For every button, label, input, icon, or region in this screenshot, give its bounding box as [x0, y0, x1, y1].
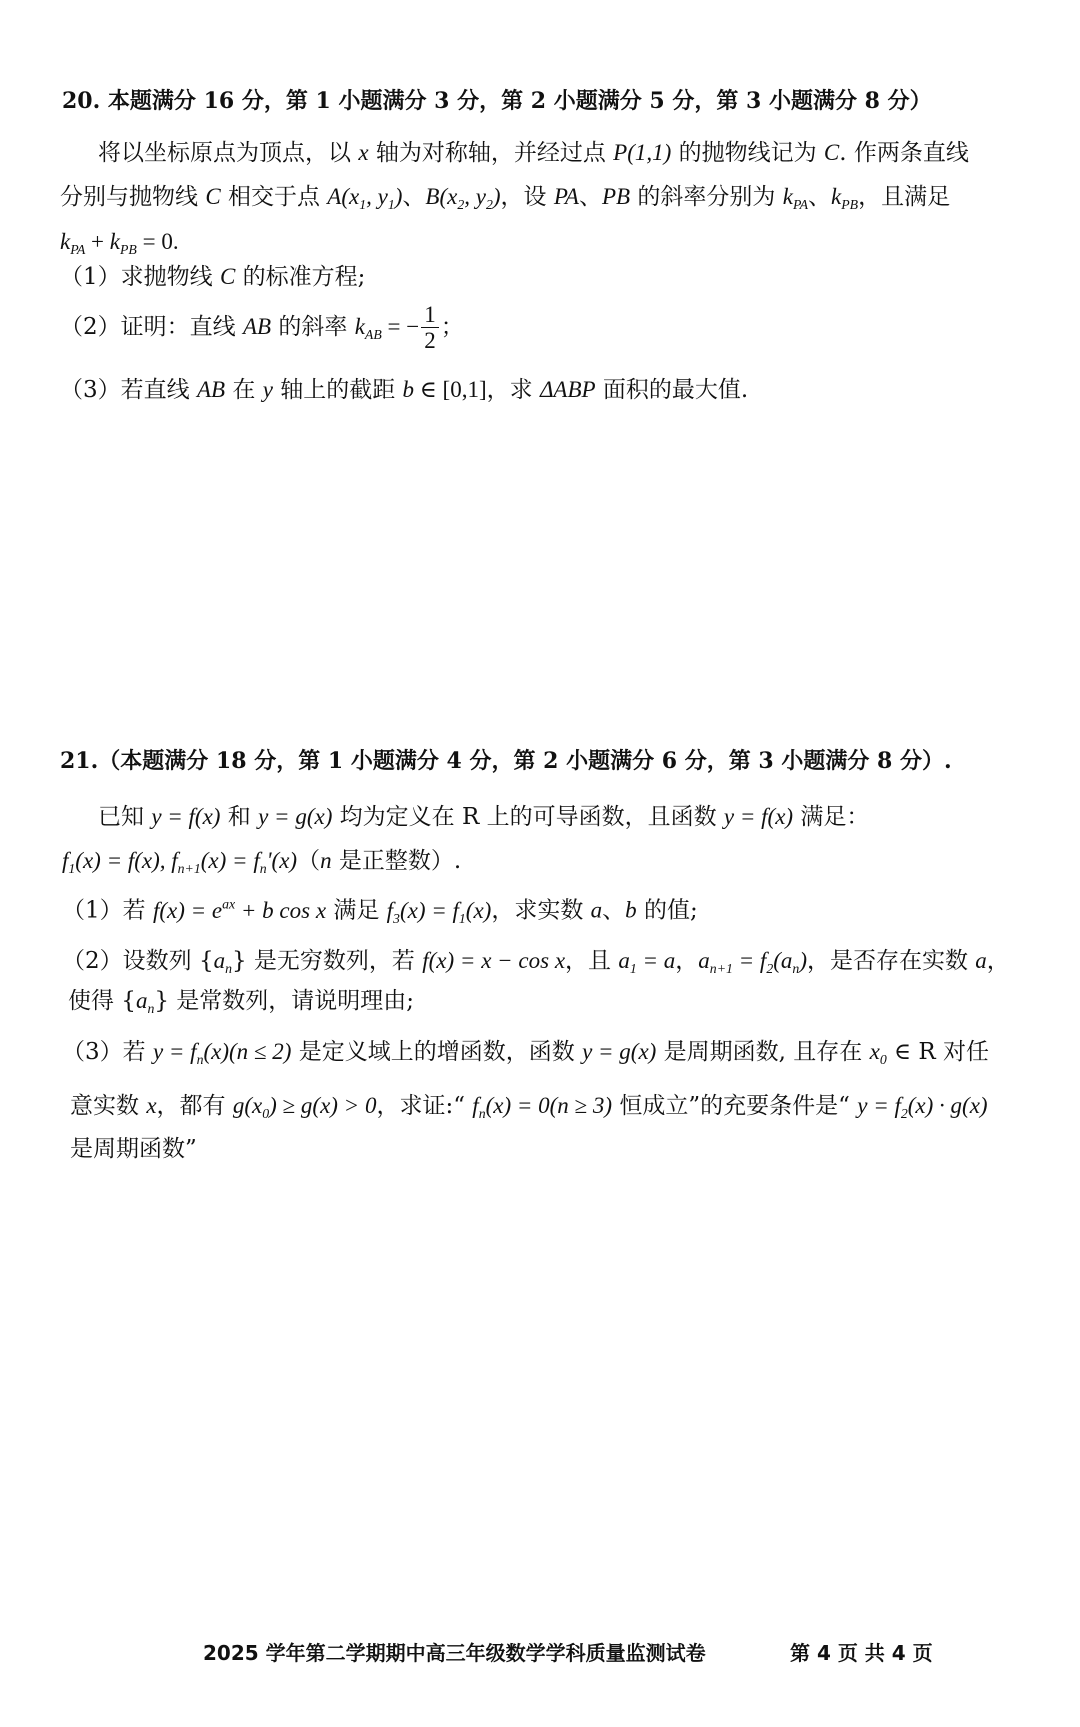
q20-intro-line3	[60, 228, 179, 258]
math-f-def	[153, 898, 326, 923]
t: 2	[766, 960, 774, 976]
math-point-b	[425, 184, 501, 212]
text: ；	[440, 313, 464, 340]
text: ，求	[486, 377, 540, 403]
t: n	[792, 960, 800, 976]
math-y-g: y = g(x)	[258, 804, 333, 829]
math-ab: AB	[196, 377, 226, 402]
math-x: x	[146, 1093, 157, 1118]
text: 恒成立”的充要条件是“	[612, 1093, 858, 1119]
q21-intro-line2	[62, 847, 461, 877]
text: } 是常数列，请说明理由;	[154, 988, 415, 1014]
q21-part-3-line2	[70, 1092, 988, 1122]
text: } 是无穷数列，若	[231, 948, 423, 974]
footer-title: 2025 学年第二学期期中高三年级数学学科质量监测试卷	[203, 1641, 706, 1665]
text: 相交于点	[220, 184, 328, 210]
q20-part-3	[60, 376, 748, 405]
text: 、	[402, 184, 426, 210]
t: n	[147, 1000, 155, 1016]
text: 的标准方程;	[235, 264, 366, 290]
q20-part-1	[60, 263, 365, 292]
math-k-pb	[831, 184, 859, 212]
q21-part-3-line1	[62, 1038, 989, 1068]
q21-part-1	[62, 896, 698, 927]
math-k-pa	[782, 184, 809, 212]
t: n+1	[177, 860, 201, 876]
t: ∈ [0,1]	[414, 377, 487, 402]
math-a: a	[590, 897, 603, 923]
t: 2	[457, 196, 465, 212]
q20-header: 20. 本题满分 16 分，第 1 小题满分 3 分，第 2 小题满分 5 分，第 3 小题满分 8 分）	[62, 88, 932, 114]
t: '(x)	[266, 848, 298, 873]
math-x: x	[358, 140, 369, 165]
t: 0	[879, 1051, 887, 1067]
t: 1	[387, 196, 395, 212]
text: ，	[986, 948, 1010, 974]
text: ，是否存在实数	[806, 948, 976, 974]
t: x	[869, 1039, 880, 1064]
q20-intro-line2	[60, 183, 950, 213]
text: 、	[602, 897, 626, 924]
t: y = f	[152, 1039, 197, 1064]
t: (a	[773, 948, 793, 973]
math-n: n	[320, 848, 332, 873]
text: （2）证明：直线	[60, 313, 243, 340]
t: PA	[70, 241, 86, 257]
t: n	[196, 1051, 204, 1067]
t: n	[259, 860, 267, 876]
t: n+1	[709, 960, 733, 976]
math-y: y	[262, 377, 273, 402]
math-an1	[698, 948, 807, 976]
math-b: b	[402, 377, 415, 402]
t: k	[109, 229, 120, 254]
text: 轴为对称轴，并经过点	[368, 140, 614, 166]
t: f(x) = e	[152, 897, 223, 923]
t: ) ≥ g(x) > 0	[269, 1093, 377, 1118]
t: PA	[792, 196, 809, 212]
t: = a	[636, 948, 676, 973]
text: （	[297, 848, 321, 874]
text: 是周期函数, 且存在	[656, 1039, 870, 1065]
t: (x) = f	[200, 848, 260, 873]
t: )	[492, 184, 501, 209]
t: , y	[464, 184, 486, 209]
text: 的抛物线记为	[671, 140, 824, 166]
text: （3）若直线	[60, 377, 197, 403]
text: 和	[220, 804, 259, 830]
text: 分别与抛物线	[60, 184, 206, 210]
t: = f	[732, 948, 767, 973]
math-a1	[618, 948, 676, 976]
t: = 0.	[136, 229, 179, 254]
q21-header: 21.（本题满分 18 分，第 1 小题满分 4 分，第 2 小题满分 6 分，第 3 小题满分 8 分）.	[60, 748, 952, 774]
text: 是正整数）.	[331, 848, 462, 874]
q21-part-2-line2	[68, 987, 414, 1017]
t: (x)(n ≤ 2)	[203, 1039, 292, 1064]
text: 的斜率	[271, 313, 355, 340]
math-point-p: P(1,1)	[613, 140, 672, 165]
t: 1	[458, 910, 466, 926]
t: 0	[262, 1105, 270, 1121]
text: 、	[578, 184, 602, 210]
t: 2	[900, 1105, 908, 1121]
text: ，求证:“	[376, 1093, 473, 1119]
t: n	[225, 960, 232, 976]
math-y-fn	[152, 1039, 292, 1067]
text: （2）设数列 {	[62, 948, 214, 974]
t: AB	[364, 326, 382, 342]
t: n	[478, 1105, 486, 1121]
t: y = f	[857, 1093, 901, 1118]
q20-intro-line1	[98, 139, 969, 168]
math-an	[213, 948, 232, 976]
math-y-f: y = f(x)	[151, 804, 221, 829]
t: 1	[629, 960, 637, 976]
t: A(x	[327, 184, 360, 209]
text: . 作两条直线	[839, 140, 969, 166]
text: ∈ R 对任	[886, 1039, 989, 1065]
t: k	[60, 229, 71, 254]
text: （3）若	[62, 1039, 153, 1065]
math-f-def: f(x) = x − cos x	[422, 948, 566, 973]
q20-part-2	[60, 302, 464, 354]
t: + b cos x	[235, 897, 327, 923]
t: +	[85, 229, 110, 254]
t: (x)	[465, 897, 492, 923]
t: (x) = 0(n ≥ 3)	[485, 1093, 613, 1118]
q21-part-2-line1	[62, 947, 1010, 977]
math-fn-zero	[472, 1093, 613, 1121]
math-c: C	[205, 184, 221, 209]
text: 面积的最大值.	[595, 377, 749, 403]
t: PB	[120, 241, 137, 257]
text: ，求实数	[491, 897, 591, 924]
text: 轴上的截距	[272, 377, 403, 403]
text: 已知	[98, 804, 152, 830]
text: 使得 {	[68, 988, 136, 1014]
t: PB	[841, 196, 859, 212]
text: 均为定义在 R 上的可导函数，且函数	[332, 804, 724, 830]
math-g-ineq	[232, 1093, 377, 1121]
text: 的斜率分别为	[630, 184, 783, 210]
text: 将以坐标原点为顶点，以	[98, 140, 359, 166]
text: （1）若	[62, 897, 153, 924]
math-k-pb	[109, 229, 137, 257]
t: f	[386, 897, 394, 923]
text: 在	[225, 377, 263, 403]
math-recurrence	[62, 848, 298, 876]
t: k	[354, 313, 365, 339]
text: ，设	[500, 184, 554, 210]
t: a	[213, 948, 226, 973]
t: k	[831, 184, 842, 209]
text: ，	[675, 948, 699, 974]
q21-part-3-line3: 是周期函数”	[70, 1136, 197, 1162]
t: )	[799, 948, 807, 973]
math-point-a	[327, 184, 403, 212]
t: (x) = f	[399, 897, 459, 923]
math-pa: PA	[553, 184, 579, 209]
t: )	[394, 184, 403, 209]
t: , y	[366, 184, 388, 209]
text: 意实数	[70, 1093, 147, 1119]
math-pb: PB	[601, 184, 631, 209]
text: 满足	[326, 897, 387, 924]
math-triangle-abp: ΔABP	[539, 377, 596, 402]
math-c: C	[219, 264, 236, 289]
t: B(x	[425, 184, 458, 209]
t: 2	[424, 328, 436, 354]
t: ax	[222, 896, 236, 911]
text: 是定义域上的增函数，函数	[291, 1039, 583, 1065]
math-y-g: y = g(x)	[582, 1039, 657, 1064]
text: 满足：	[793, 804, 870, 830]
fraction-one-half	[421, 302, 439, 354]
t: k	[782, 184, 793, 209]
math-y-f: y = f(x)	[723, 804, 794, 829]
math-k-pa	[60, 229, 86, 257]
text: ，且	[565, 948, 619, 974]
t: 1	[421, 302, 439, 328]
t: (x) · g(x)	[907, 1093, 988, 1118]
t: (x) = f(x), f	[75, 848, 178, 873]
footer-page-number: 第 4 页 共 4 页	[790, 1641, 933, 1665]
math-x0	[869, 1039, 887, 1067]
t: g(x	[232, 1093, 263, 1118]
math-an	[135, 988, 155, 1016]
t: 1	[359, 196, 367, 212]
text: 、	[808, 184, 832, 210]
math-a: a	[975, 948, 987, 973]
math-f3-eq-f1	[386, 897, 492, 926]
math-f2-g	[857, 1093, 988, 1121]
text: （1）求抛物线	[60, 264, 220, 290]
t: 2	[485, 196, 493, 212]
text: 的值;	[636, 897, 698, 924]
t: 3	[393, 910, 400, 926]
t: f	[62, 848, 69, 873]
math-b: b	[625, 897, 637, 923]
text: ，都有	[156, 1093, 233, 1119]
t: 1	[68, 860, 76, 876]
t: = −	[381, 313, 420, 339]
t: a	[135, 988, 148, 1013]
math-ab: AB	[242, 313, 272, 339]
t: f	[472, 1093, 479, 1118]
q21-intro-line1	[98, 803, 869, 832]
t: a	[698, 948, 710, 973]
math-k-ab	[354, 313, 382, 342]
math-c: C	[823, 140, 840, 165]
text: ，且满足	[858, 184, 951, 210]
t: a	[618, 948, 630, 973]
